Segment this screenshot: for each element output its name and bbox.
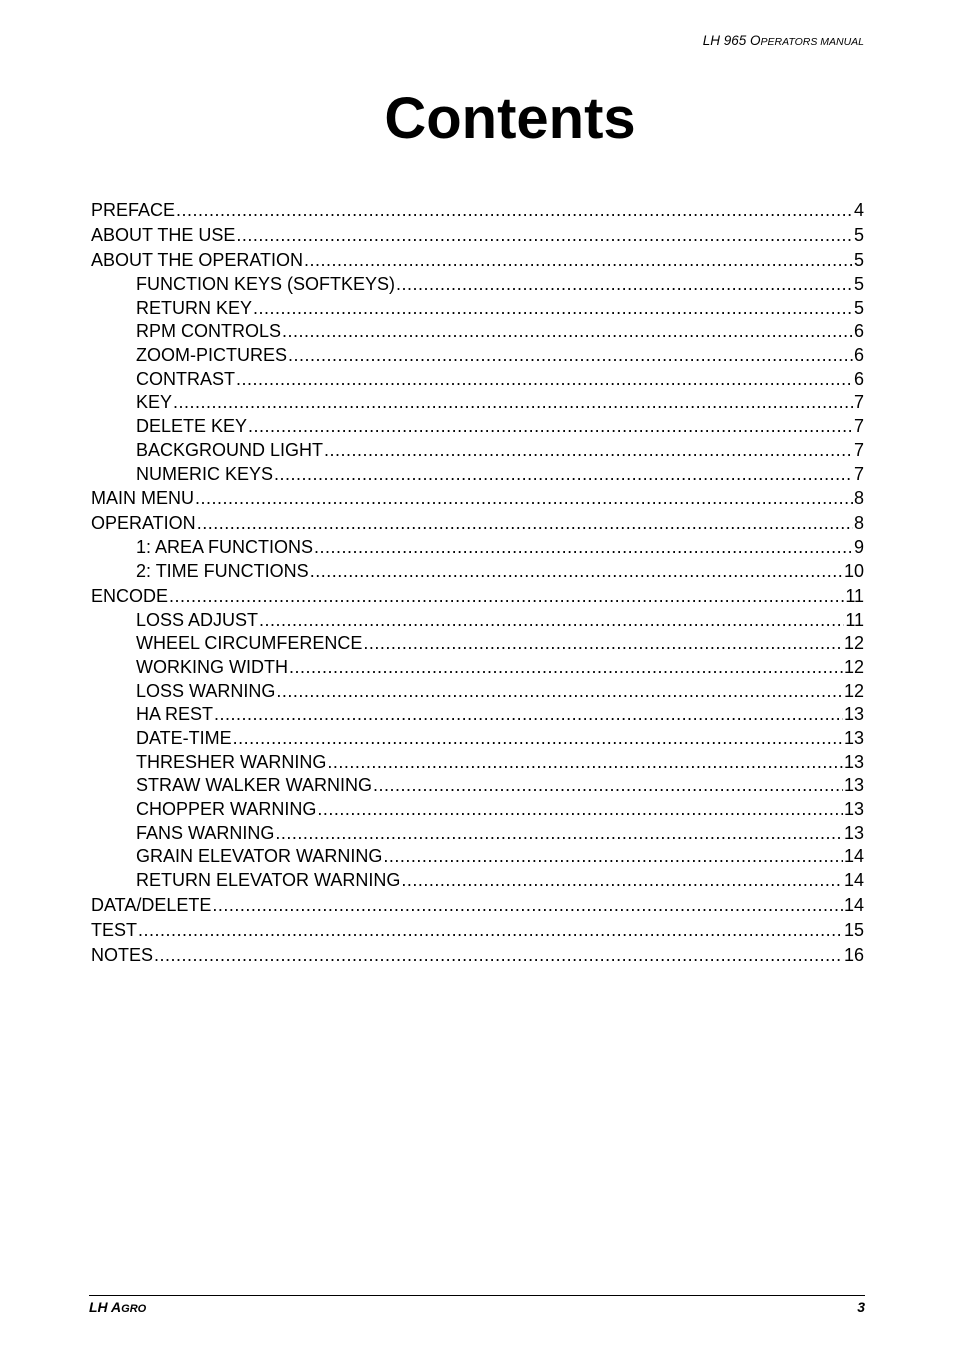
toc-dot-leader <box>236 368 853 392</box>
toc-dot-leader <box>154 943 843 968</box>
toc-dot-leader <box>275 822 843 846</box>
toc-entry-title: STRAW WALKER WARNING <box>136 775 373 796</box>
toc-entry-title: ENCODE <box>91 585 169 606</box>
toc-entry-title: FUNCTION KEYS (SOFTKEYS) <box>136 274 396 294</box>
toc-entry-title: HA REST <box>136 704 214 725</box>
running-header <box>703 33 864 48</box>
toc-entry-page: 11 <box>845 609 864 630</box>
header-title-main: LH 965 O <box>702 33 761 48</box>
toc-entry-page: 5 <box>853 250 864 270</box>
toc-entry-title: DATA/DELETE <box>91 894 212 915</box>
toc-entry-page: 5 <box>853 297 864 318</box>
toc-dot-leader <box>373 774 843 798</box>
toc-entry-page: 13 <box>843 775 864 796</box>
header-title-small: PERATORS MANUAL <box>760 36 864 48</box>
toc-dot-leader <box>401 869 843 893</box>
toc-dot-leader <box>212 893 843 918</box>
toc-entry[interactable] <box>91 584 864 609</box>
toc-entry-page: 6 <box>853 345 864 366</box>
toc-dot-leader <box>195 486 853 511</box>
toc-dot-leader <box>197 511 853 536</box>
toc-entry-page: 11 <box>845 585 864 606</box>
toc-dot-leader <box>383 845 843 869</box>
toc-entry-title: RETURN KEY <box>136 297 253 318</box>
toc-entry[interactable] <box>91 511 864 536</box>
toc-entry[interactable] <box>91 536 864 560</box>
toc-dot-leader <box>396 273 853 297</box>
toc-entry[interactable] <box>91 822 864 846</box>
footer-company-small: GRO <box>121 1303 147 1315</box>
toc-entry-page: 14 <box>843 894 864 915</box>
toc-entry-page: 14 <box>843 870 864 891</box>
toc-entry-page: 16 <box>843 944 864 965</box>
footer-company-main: LH A <box>89 1299 122 1315</box>
toc-entry[interactable] <box>91 656 864 680</box>
toc-dot-leader <box>259 609 844 633</box>
toc-entry-title: DATE-TIME <box>136 728 232 748</box>
toc-entry[interactable] <box>91 415 864 439</box>
toc-entry[interactable] <box>91 774 864 798</box>
toc-entry-title: FANS WARNING <box>136 822 275 843</box>
toc-dot-leader <box>327 751 843 775</box>
toc-entry-title: KEY <box>136 392 173 413</box>
toc-entry-page: 5 <box>853 274 864 294</box>
toc-entry[interactable] <box>91 727 864 751</box>
toc-entry-page: 4 <box>853 200 864 220</box>
toc-entry-page: 7 <box>853 439 864 460</box>
table-of-contents <box>91 198 864 968</box>
toc-entry[interactable] <box>91 368 864 392</box>
toc-dot-leader <box>233 727 843 751</box>
toc-entry[interactable] <box>91 680 864 704</box>
toc-dot-leader <box>288 344 853 368</box>
toc-entry-title: TEST <box>91 919 138 940</box>
toc-entry-page: 6 <box>853 321 864 342</box>
toc-entry-title: NOTES <box>91 944 154 965</box>
toc-entry[interactable] <box>91 560 864 584</box>
toc-entry-page: 13 <box>843 751 864 772</box>
toc-entry-page: 13 <box>843 822 864 843</box>
toc-entry-title: OPERATION <box>91 513 196 534</box>
toc-entry-page: 8 <box>853 488 864 509</box>
toc-dot-leader <box>363 632 843 656</box>
toc-entry[interactable] <box>91 463 864 487</box>
toc-entry-page: 13 <box>843 799 864 820</box>
toc-entry[interactable] <box>91 198 864 223</box>
toc-entry[interactable] <box>91 845 864 869</box>
toc-dot-leader <box>253 297 853 321</box>
toc-entry-title: BACKGROUND LIGHT <box>136 439 324 460</box>
toc-entry-page: 10 <box>843 560 864 581</box>
toc-entry-title: MAIN MENU <box>91 488 194 509</box>
toc-entry-page: 7 <box>853 416 864 437</box>
toc-entry-title: GRAIN ELEVATOR WARNING <box>136 846 383 867</box>
toc-entry-title: RPM CONTROLS <box>136 321 282 342</box>
toc-entry-title: DELETE KEY <box>136 416 248 437</box>
toc-entry-title: ABOUT THE OPERATION <box>91 250 304 270</box>
toc-entry[interactable] <box>91 609 864 633</box>
toc-entry-title: CHOPPER WARNING <box>136 799 317 820</box>
toc-entry-title: PREFACE <box>91 200 176 220</box>
toc-dot-leader <box>169 584 844 609</box>
toc-entry[interactable] <box>91 632 864 656</box>
toc-entry-page: 13 <box>843 728 864 748</box>
toc-entry-page: 13 <box>843 704 864 725</box>
footer-page-number: 3 <box>857 1299 865 1315</box>
toc-entry-title: LOSS ADJUST <box>136 609 259 630</box>
toc-entry-page: 8 <box>853 513 864 534</box>
toc-entry-page: 12 <box>843 656 864 677</box>
toc-entry-title: 1: AREA FUNCTIONS <box>136 537 314 558</box>
toc-dot-leader <box>138 918 843 943</box>
toc-entry-title: 2: TIME FUNCTIONS <box>136 560 309 581</box>
toc-entry-page: 15 <box>843 919 864 940</box>
toc-entry-page: 7 <box>853 392 864 413</box>
toc-entry[interactable] <box>91 439 864 463</box>
toc-dot-leader <box>289 656 843 680</box>
toc-dot-leader <box>236 223 853 248</box>
toc-dot-leader <box>304 248 853 273</box>
toc-dot-leader <box>324 439 853 463</box>
toc-dot-leader <box>310 560 843 584</box>
toc-entry[interactable] <box>91 943 864 968</box>
toc-entry-title: THRESHER WARNING <box>136 751 327 772</box>
toc-entry[interactable] <box>91 703 864 727</box>
toc-entry-title: ABOUT THE USE <box>91 225 236 245</box>
toc-entry-page: 9 <box>853 537 864 558</box>
toc-entry-title: RETURN ELEVATOR WARNING <box>136 870 401 891</box>
toc-entry[interactable] <box>91 223 864 248</box>
toc-entry[interactable] <box>91 297 864 321</box>
toc-dot-leader <box>274 463 853 487</box>
toc-dot-leader <box>317 798 843 822</box>
toc-dot-leader <box>173 391 853 415</box>
toc-entry-page: 12 <box>843 680 864 701</box>
toc-entry-title: ZOOM-PICTURES <box>136 345 287 366</box>
toc-entry-page: 14 <box>843 846 864 867</box>
footer-company <box>89 1299 146 1315</box>
toc-entry-title: LOSS WARNING <box>136 680 276 701</box>
toc-dot-leader <box>282 320 853 344</box>
toc-dot-leader <box>248 415 853 439</box>
page-title: Contents <box>384 86 636 151</box>
toc-entry[interactable] <box>91 273 864 297</box>
toc-entry[interactable] <box>91 918 864 943</box>
page-footer <box>89 1295 865 1315</box>
toc-dot-leader <box>276 680 843 704</box>
toc-entry-page: 6 <box>853 368 864 389</box>
toc-entry[interactable] <box>91 320 864 344</box>
toc-entry-page: 12 <box>843 633 864 654</box>
toc-entry[interactable] <box>91 391 864 415</box>
toc-entry[interactable] <box>91 248 864 273</box>
toc-entry-page: 7 <box>853 463 864 484</box>
toc-dot-leader <box>214 703 843 727</box>
toc-entry-title: NUMERIC KEYS <box>136 463 274 484</box>
toc-entry-title: WORKING WIDTH <box>136 656 288 677</box>
toc-entry[interactable] <box>91 798 864 822</box>
toc-entry[interactable] <box>91 869 864 893</box>
toc-entry[interactable] <box>91 486 864 511</box>
toc-entry-title: CONTRAST <box>136 368 235 389</box>
toc-entry-title: WHEEL CIRCUMFERENCE <box>136 633 363 654</box>
toc-entry[interactable] <box>91 751 864 775</box>
toc-dot-leader <box>176 198 853 223</box>
toc-entry[interactable] <box>91 893 864 918</box>
toc-entry[interactable] <box>91 344 864 368</box>
toc-entry-page: 5 <box>853 225 864 245</box>
toc-dot-leader <box>314 536 853 560</box>
